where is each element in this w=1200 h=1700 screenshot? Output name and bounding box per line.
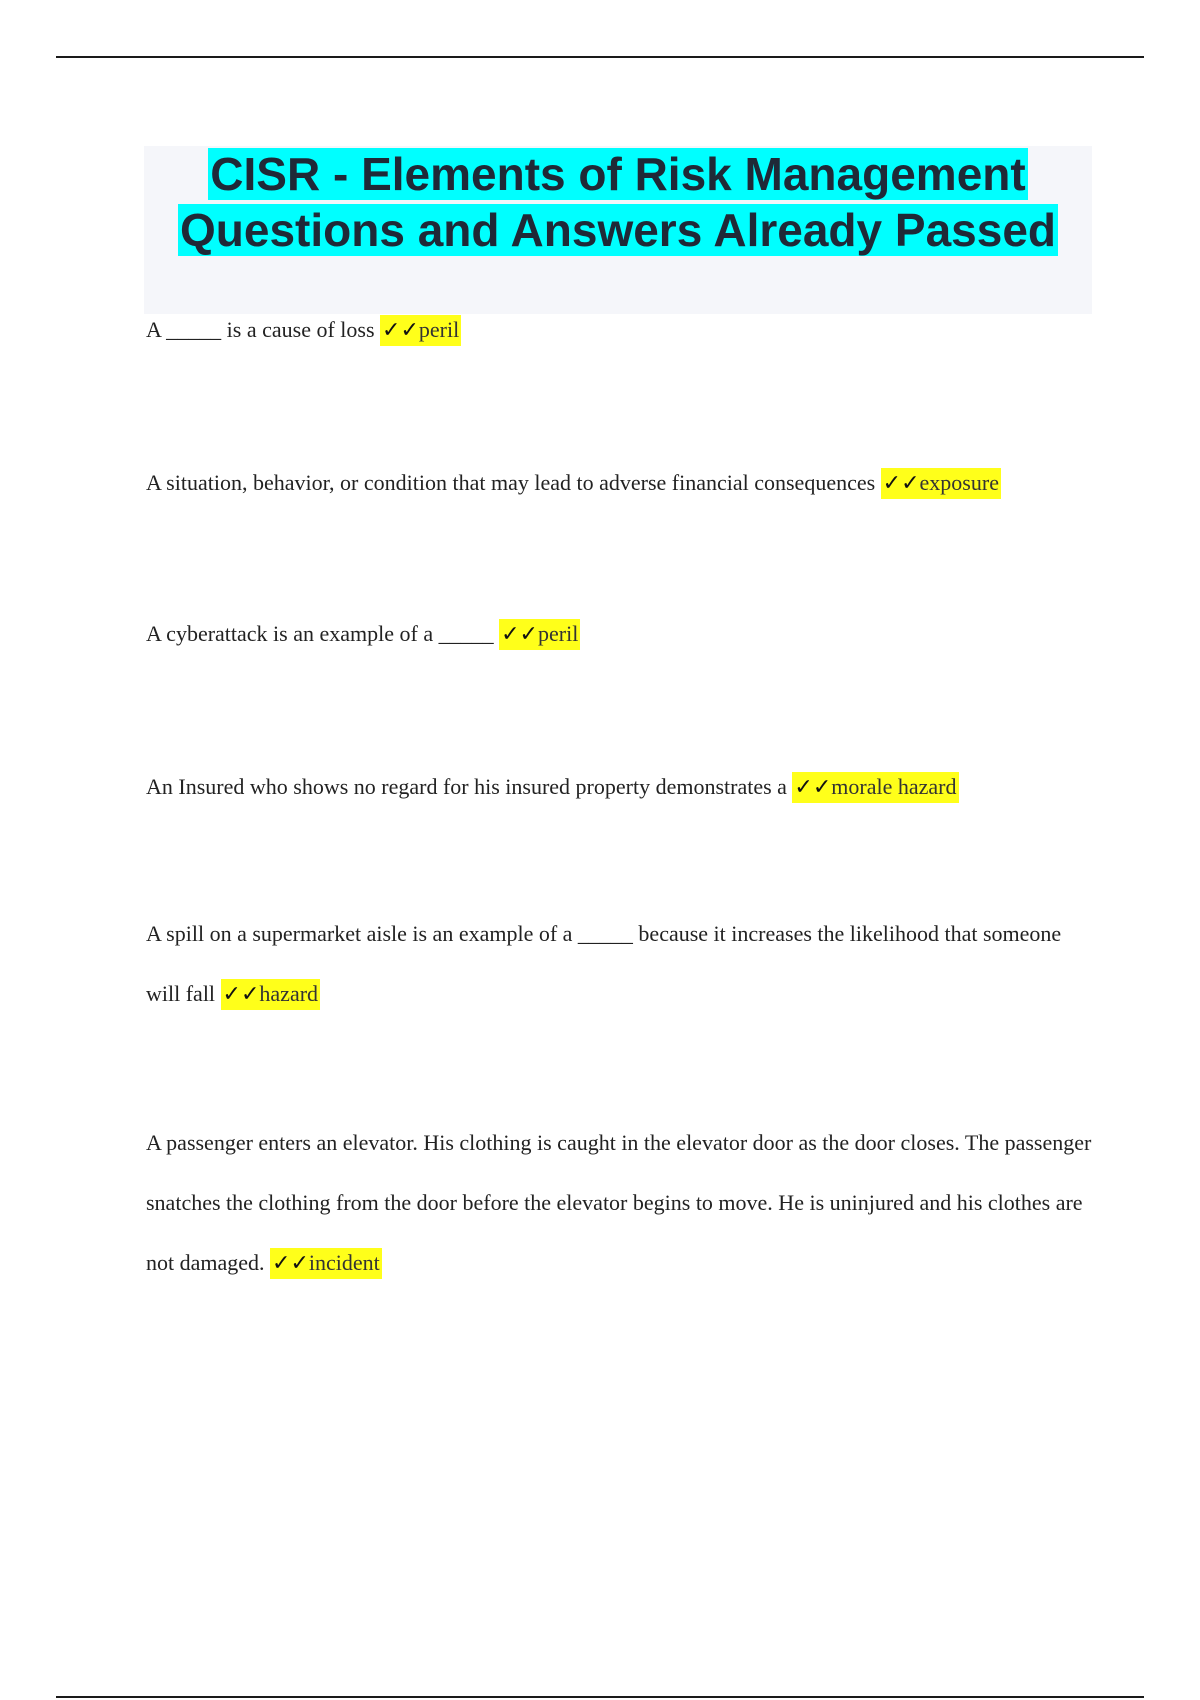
top-rule [56, 56, 1144, 58]
question-text: A passenger enters an elevator. His clothing is caught in the elevator door as the door closes. The passenger snatches the clothing from the door before the elevator begins to move. He is uninjured and his clothes are not damaged. [146, 1130, 1092, 1275]
question-text: A _____ is a cause of loss [146, 317, 375, 342]
answer-highlight [221, 979, 321, 1010]
question-text: A spill on a supermarket aisle is an example of a _____ because it increases the likelihood that someone will fall [146, 921, 1062, 1006]
qa-item [146, 904, 1096, 1025]
double-check-icon: ✓✓ [382, 318, 419, 343]
qa-item [146, 757, 1096, 818]
answer-highlight [499, 619, 580, 650]
answer-text: incident [308, 1250, 380, 1275]
title-line-1: CISR - Elements of Risk Management [210, 148, 1026, 200]
double-check-icon: ✓✓ [272, 1251, 309, 1276]
answer-text: peril [418, 317, 460, 342]
qa-item [146, 300, 1096, 361]
answer-highlight [380, 315, 461, 346]
double-check-icon: ✓✓ [882, 471, 920, 496]
question-text: An Insured who shows no regard for his insured property demonstrates a [146, 774, 787, 799]
bottom-rule [56, 1696, 1144, 1698]
question-text: A cyberattack is an example of a _____ [146, 621, 494, 646]
answer-text: morale hazard [831, 774, 957, 799]
answer-highlight [881, 468, 1001, 499]
title-line-2: Questions and Answers Already Passed [179, 204, 1057, 256]
qa-item [146, 604, 1096, 665]
double-check-icon: ✓✓ [501, 622, 538, 647]
answer-text: hazard [259, 981, 319, 1006]
title-block [144, 146, 1092, 314]
double-check-icon: ✓✓ [794, 775, 832, 800]
qa-item [146, 453, 1096, 514]
answer-text: peril [537, 621, 579, 646]
answer-highlight [792, 772, 958, 803]
answer-text: exposure [919, 470, 999, 495]
document-title [178, 148, 1058, 256]
double-check-icon: ✓✓ [222, 982, 260, 1007]
question-text: A situation, behavior, or condition that may lead to adverse financial consequences [146, 470, 876, 495]
answer-highlight [270, 1248, 382, 1279]
qa-item [146, 1113, 1096, 1294]
